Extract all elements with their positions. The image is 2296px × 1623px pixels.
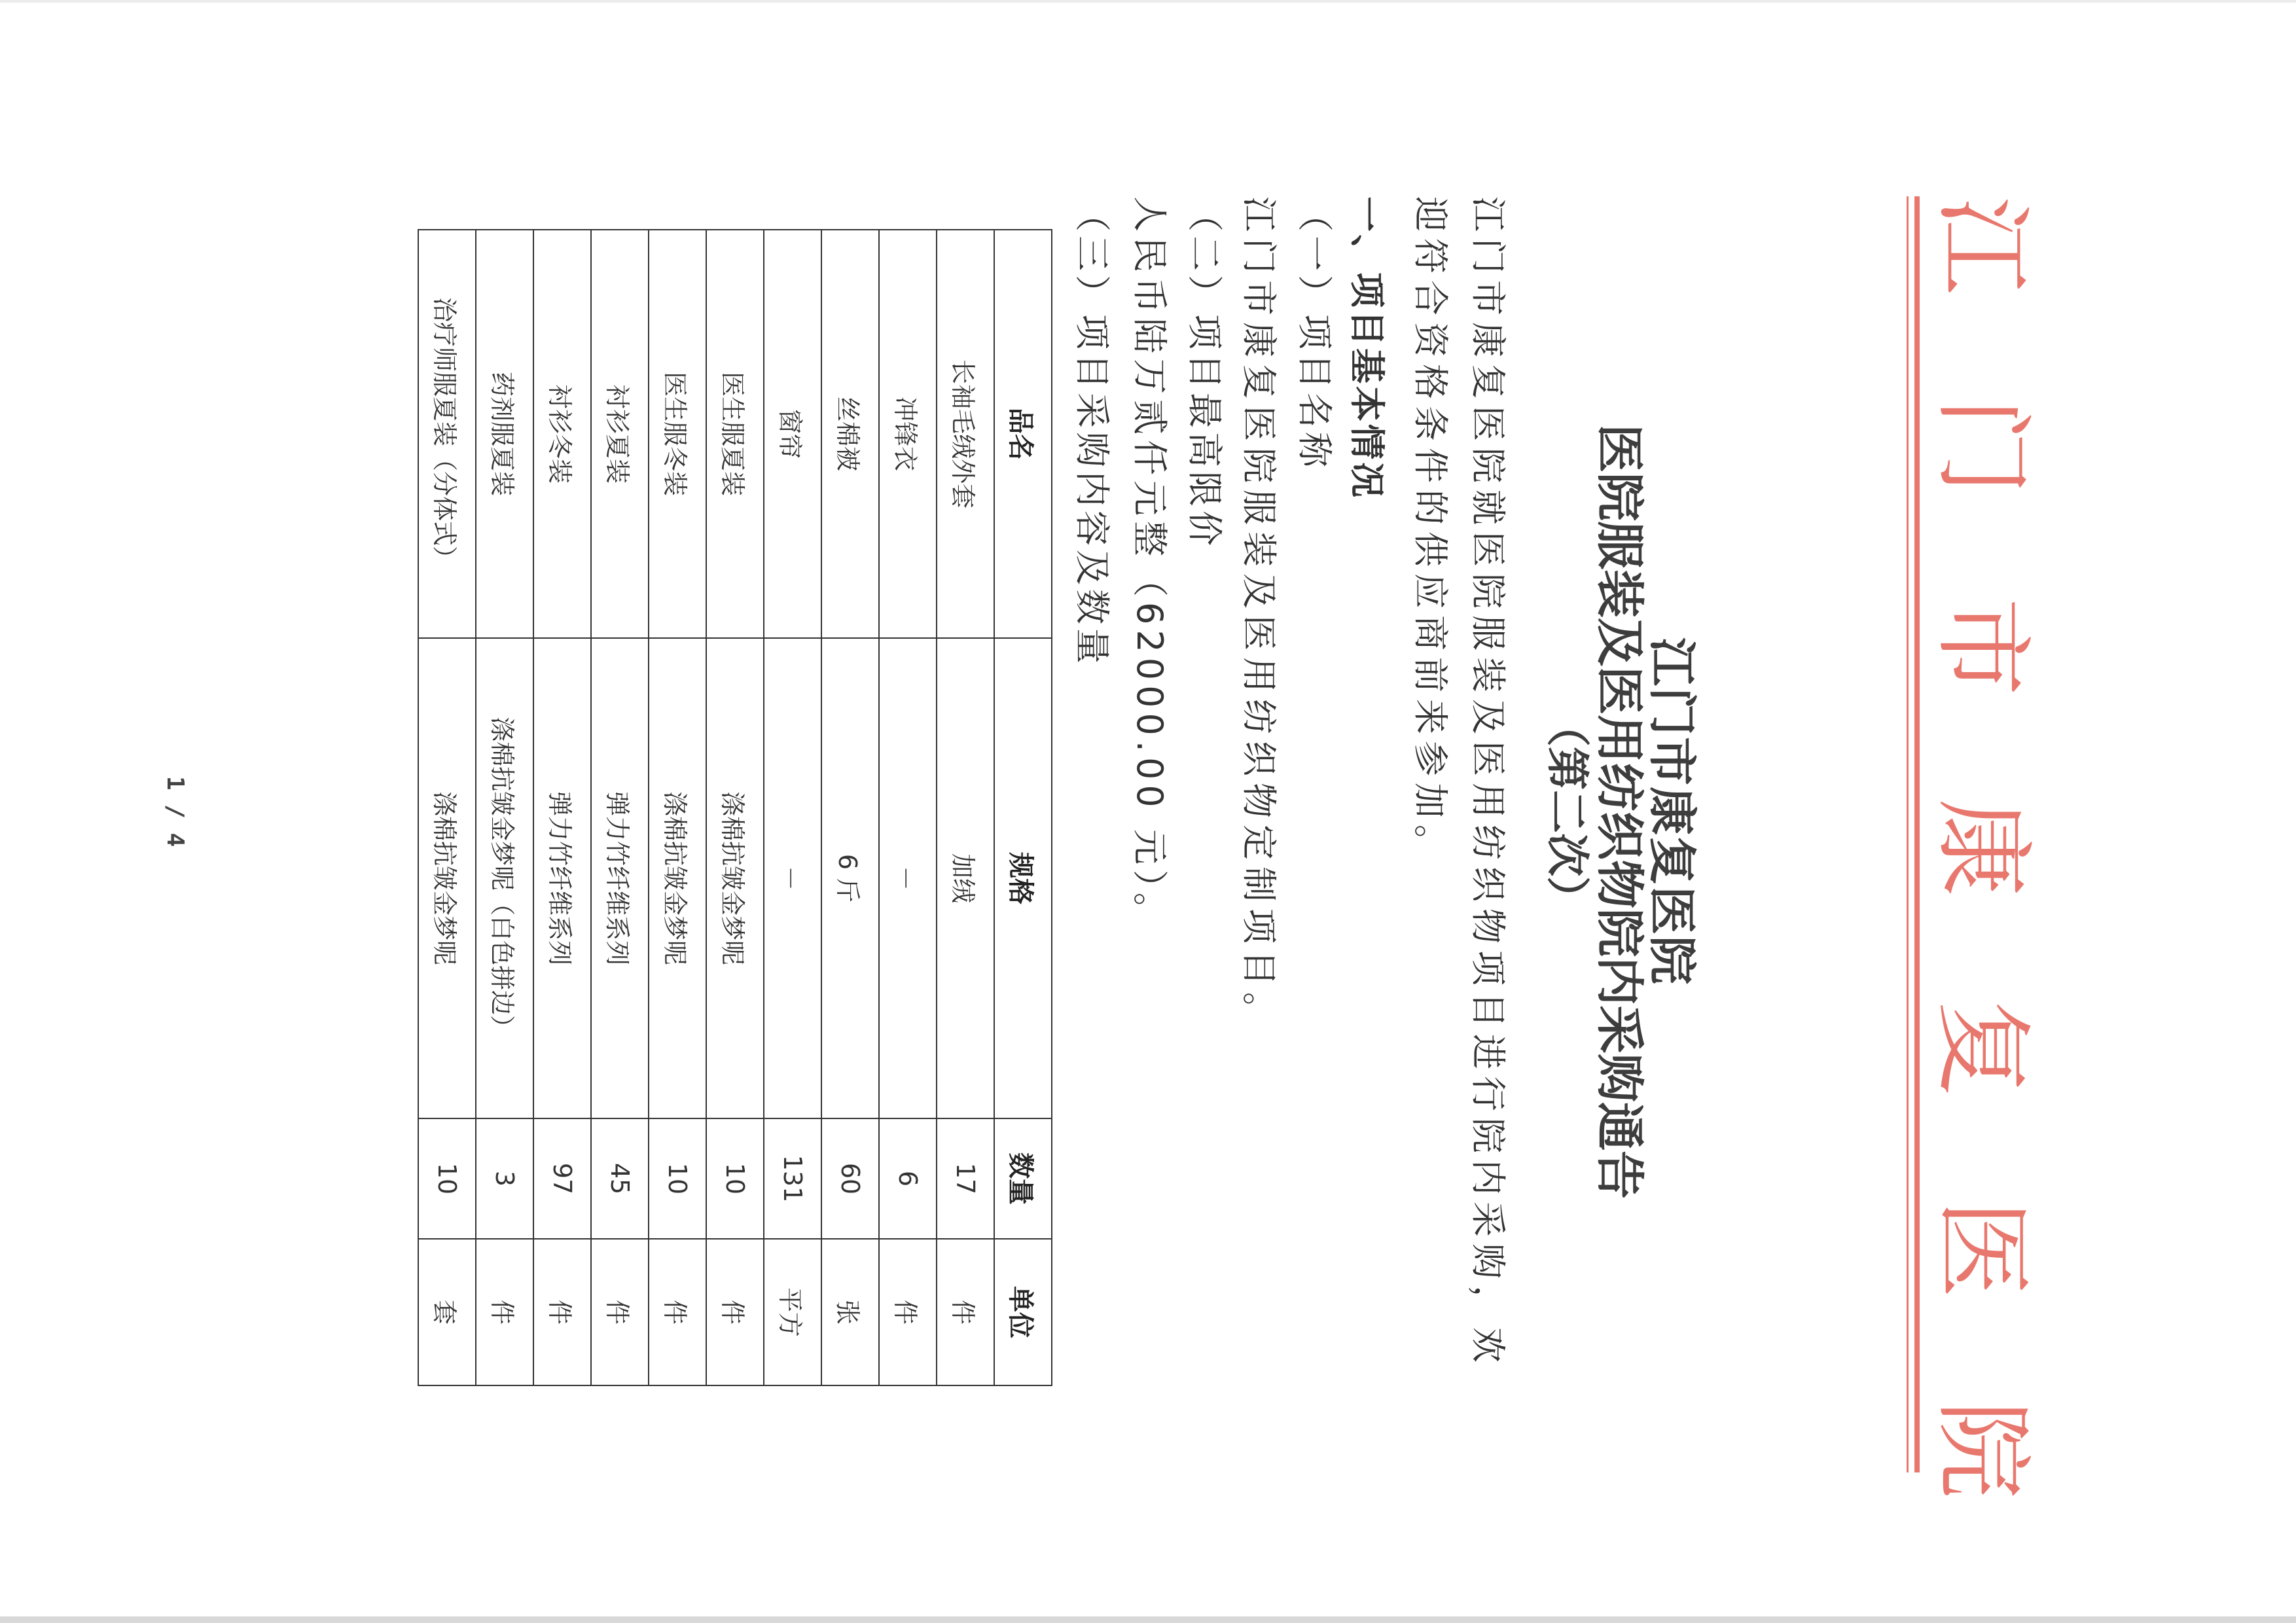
table-row <box>764 230 821 1385</box>
header-name: 品名 <box>994 230 1052 638</box>
header-spec: 规格 <box>994 638 1052 1118</box>
title-line-1: 江门市康复医院 <box>1643 637 1700 986</box>
cell-qty: 10 <box>706 1118 764 1239</box>
title-line-2: 医院服装及医用纺织物院内采购通告 <box>1591 424 1647 1199</box>
title-line-3: （第二次） <box>1542 704 1592 919</box>
cell-qty: 6 <box>879 1118 937 1239</box>
letterhead-char: 院 <box>1925 1400 2039 1499</box>
cell-spec: 6 斤 <box>821 638 879 1118</box>
cell-qty: 10 <box>418 1118 476 1239</box>
letterhead-char: 康 <box>1925 798 2039 897</box>
table-row <box>418 230 476 1385</box>
letterhead-char: 医 <box>1925 1200 2039 1298</box>
cell-unit: 件 <box>476 1239 533 1385</box>
letterhead-char: 江 <box>1925 196 2039 295</box>
table-row <box>706 230 764 1385</box>
letterhead-char: 市 <box>1925 597 2039 696</box>
subheading-content: （三）项目采购内容及数量 <box>1071 196 1113 668</box>
cell-unit: 张 <box>821 1239 879 1385</box>
project-name-text: 江门市康复医院服装及医用纺织物定制项目。 <box>1238 196 1280 1034</box>
table-row <box>649 230 706 1385</box>
cell-spec: 涤棉抗皱金梦呢 <box>418 638 476 1118</box>
letterhead-rule-thin <box>1907 196 1909 1472</box>
cell-spec: － <box>879 638 937 1118</box>
cell-qty: 60 <box>821 1118 879 1239</box>
max-price-text: 人民币陆万贰仟元整（62000.00 元）。 <box>1129 196 1170 933</box>
cell-spec: － <box>764 638 821 1118</box>
cell-unit: 件 <box>591 1239 649 1385</box>
cell-name: 衬衫夏装 <box>591 230 649 638</box>
letterhead-char: 复 <box>1925 999 2039 1097</box>
table-row <box>937 230 994 1385</box>
cell-qty: 17 <box>937 1118 994 1239</box>
cell-spec: 弹力竹纤维系列 <box>533 638 591 1118</box>
cell-qty: 10 <box>649 1118 706 1239</box>
cell-unit: 件 <box>937 1239 994 1385</box>
cell-spec: 弹力竹纤维系列 <box>591 638 649 1118</box>
subheading-project-name: （一）项目名称 <box>1294 196 1335 471</box>
cell-name: 冲锋衣 <box>879 230 937 638</box>
cell-name: 药剂服夏装 <box>476 230 533 638</box>
cell-qty: 131 <box>764 1118 821 1239</box>
cell-name: 长袖毛绒外套 <box>937 230 994 638</box>
intro-line-1: 江门市康复医院就医院服装及医用纺织物项目进行院内采购，欢 <box>1467 196 1509 1369</box>
cell-spec: 涤棉抗皱金梦呢 <box>706 638 764 1118</box>
table-header-row <box>994 230 1052 1385</box>
cell-spec: 涤棉抗皱金梦呢 <box>649 638 706 1118</box>
cell-spec: 涤棉抗皱金梦呢（白色拼边） <box>476 638 533 1118</box>
page-number: 1 / 4 <box>162 776 188 847</box>
cell-unit: 套 <box>418 1239 476 1385</box>
table-row <box>476 230 533 1385</box>
procurement-table <box>418 229 1052 1386</box>
scan-bottom-edge <box>0 1616 2296 1623</box>
cell-unit: 件 <box>706 1239 764 1385</box>
table-row <box>591 230 649 1385</box>
section-heading: 一、项目基本情况 <box>1346 196 1388 500</box>
header-unit: 单位 <box>994 1239 1052 1385</box>
intro-line-2: 迎符合资格条件的供应商前来参加。 <box>1410 196 1451 866</box>
cell-name: 治疗师服夏装（分体式） <box>418 230 476 638</box>
cell-name: 医生服冬装 <box>649 230 706 638</box>
cell-unit: 件 <box>649 1239 706 1385</box>
letterhead-rule-thick <box>1914 196 1920 1472</box>
cell-qty: 97 <box>533 1118 591 1239</box>
cell-name: 窗帘 <box>764 230 821 638</box>
cell-unit: 平方 <box>764 1239 821 1385</box>
letterhead-hospital-name <box>1926 196 2037 1499</box>
cell-spec: 加绒 <box>937 638 994 1118</box>
cell-name: 医生服夏装 <box>706 230 764 638</box>
cell-name: 衬衫冬装 <box>533 230 591 638</box>
table-row <box>533 230 591 1385</box>
table-row <box>821 230 879 1385</box>
cell-qty: 45 <box>591 1118 649 1239</box>
cell-name: 丝棉被 <box>821 230 879 638</box>
table-row <box>879 230 937 1385</box>
letterhead-char: 门 <box>1925 397 2039 495</box>
header-qty: 数量 <box>994 1118 1052 1239</box>
cell-unit: 件 <box>879 1239 937 1385</box>
cell-qty: 3 <box>476 1118 533 1239</box>
cell-unit: 件 <box>533 1239 591 1385</box>
subheading-max-price: （二）项目最高限价 <box>1184 196 1225 550</box>
